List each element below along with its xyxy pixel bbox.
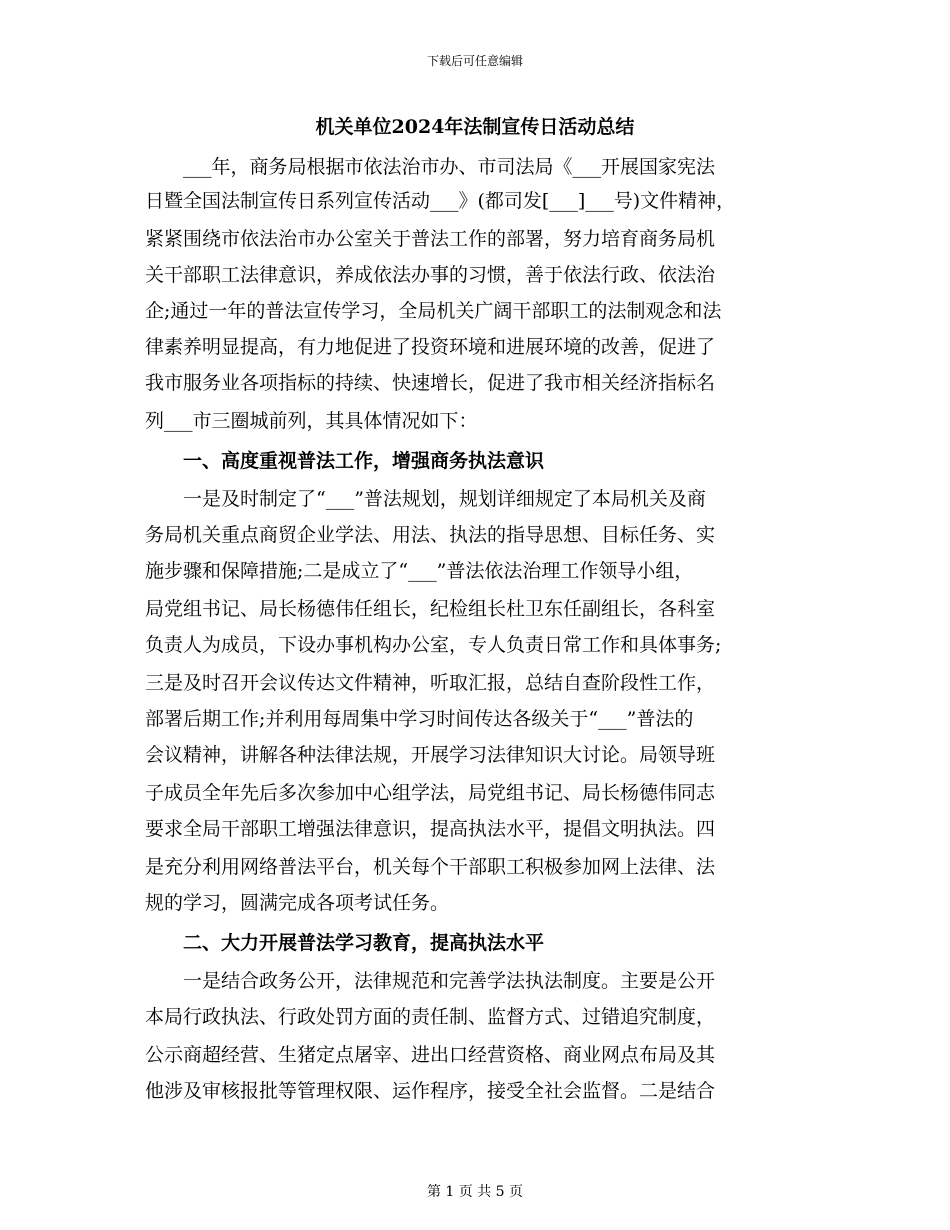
body-line: 他涉及审核报批等管理权限、运作程序，接受全社会监督。二是结合 [145,1080,716,1102]
body-line: 我市服务业各项指标的持续、快速增长，促进了我市相关经济指标名 [145,372,716,394]
body-line: 施步骤和保障措施;二是成立了“___”普法依法治理工作领导小组， [145,560,694,582]
body-line: 局党组书记、局长杨德伟任组长，纪检组长杜卫东任副组长，各科室 [145,598,716,620]
body-line: 子成员全年先后多次参加中心组学法，局党组书记、局长杨德伟同志 [145,782,716,804]
body-line: 要求全局干部职工增强法律意识，提高执法水平，提倡文明执法。四 [145,818,716,840]
body-line: ___年，商务局根据市依法治市办、市司法局《___开展国家宪法 [145,156,716,178]
body-line: 一是及时制定了“___”普法规划，规划详细规定了本局机关及商 [145,488,706,510]
body-line: 负责人为成员，下设办事机构办公室，专人负责日常工作和具体事务; [145,634,722,656]
section-heading: 一、高度重视普法工作，增强商务执法意识 [145,450,545,472]
body-line: 日暨全国法制宣传日系列宣传活动___》(都司发[___]___号)文件精神， [145,190,736,212]
body-line: 本局行政执法、行政处罚方面的责任制、监督方式、过错追究制度， [145,1006,716,1028]
body-line: 列___市三圈城前列，其具体情况如下： [145,410,478,432]
body-line: 会议精神，讲解各种法律法规，开展学习法律知识大讨论。局领导班 [145,744,716,766]
body-line: 律素养明显提高，有力地促进了投资环境和进展环境的改善，促进了 [145,336,716,358]
body-line: 公示商超经营、生猪定点屠宰、进出口经营资格、商业网点布局及其 [145,1044,716,1066]
document-title: 机关单位2024年法制宣传日活动总结 [315,116,635,138]
body-line: 紧紧围绕市依法治市办公室关于普法工作的部署，努力培育商务局机 [145,228,716,250]
body-line: 务局机关重点商贸企业学法、用法、执法的指导思想、目标任务、实 [145,524,716,546]
section-heading: 二、大力开展普法学习教育，提高执法水平 [145,932,545,954]
body-line: 三是及时召开会议传达文件精神，听取汇报，总结自查阶段性工作， [145,672,716,694]
body-line: 是充分利用网络普法平台，机关每个干部职工积极参加网上法律、法 [145,856,716,878]
body-line: 一是结合政务公开，法律规范和完善学法执法制度。主要是公开 [145,970,716,992]
body-line: 规的学习，圆满完成各项考试任务。 [145,892,450,914]
body-line: 企;通过一年的普法宣传学习，全局机关广阔干部职工的法制观念和法 [145,300,722,322]
page-number-footer: 第 1 页 共 5 页 [426,1184,524,1200]
body-line: 关干部职工法律意识，养成依法办事的习惯，善于依法行政、依法治 [145,264,716,286]
body-line: 部署后期工作;并利用每周集中学习时间传达各级关于“___”普法的 [145,708,694,730]
page-header-note: 下载后可任意编辑 [426,54,523,68]
